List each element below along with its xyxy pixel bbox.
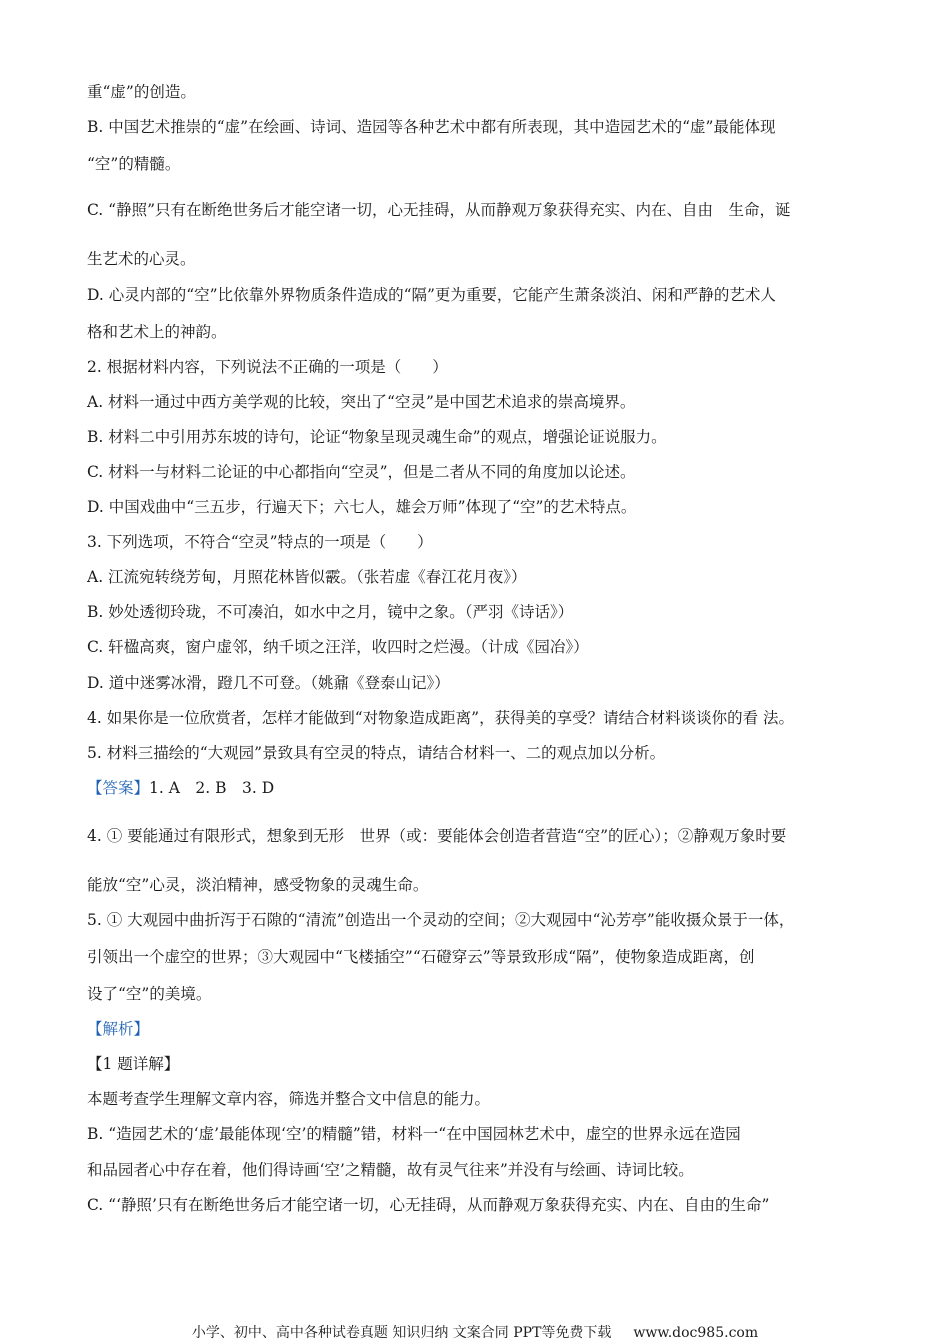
question-2-option-c: C. 材料一与材料二论证的中心都指向“空灵”，但是二者从不同的角度加以论述。 bbox=[87, 463, 636, 481]
option-b-line: B. 中国艺术推崇的“虚”在绘画、诗词、造园等各种艺术中都有所表现，其中造园艺术的“虚”最能体现 bbox=[87, 118, 776, 136]
question-5: 5. 材料三描绘的“大观园”景致具有空灵的特点，请结合材料一、二的观点加以分析。 bbox=[87, 744, 666, 762]
answer-line bbox=[87, 777, 877, 799]
page-footer bbox=[0, 1322, 950, 1342]
question-4: 4. 如果你是一位欣赏者，怎样才能做到“对物象造成距离”，获得美的享受？请结合材料谈谈你的看 法。 bbox=[87, 709, 794, 727]
question-3-option-b: B. 妙处透彻玲珑，不可凑泊，如水中之月，镜中之象。（严羽《诗话》） bbox=[87, 603, 574, 621]
analysis-label: 【解析】 bbox=[87, 1020, 150, 1038]
question-2-option-b: B. 材料二中引用苏东坡的诗句，论证“物象呈现灵魂生命”的观点，增强论证说服力。 bbox=[87, 428, 667, 446]
question-3-option-d: D. 道中迷雾冰滑，蹬几不可登。（姚鼐《登泰山记》） bbox=[87, 674, 450, 692]
answer-label: 【答案】 bbox=[87, 779, 150, 797]
question-2-option-a: A. 材料一通过中西方美学观的比较，突出了“空灵”是中国艺术追求的崇高境界。 bbox=[87, 393, 636, 411]
detail-line: 和品园者心中存在着，他们得诗画‘空’之精髓，故有灵气往来”并没有与绘画、诗词比较。 bbox=[87, 1161, 694, 1179]
option-c-line: C. “静照”只有在断绝世务后才能空诸一切，心无挂碍，从而静观万象获得充实、内在、自由 生命，诞 bbox=[87, 201, 791, 219]
answer-text: 1. A 2. B 3. D bbox=[149, 779, 275, 797]
text-line: 生艺术的心灵。 bbox=[87, 250, 196, 268]
question-3-option-c: C. 轩楹高爽，窗户虚邻，纳千顷之汪洋，收四时之烂漫。（计成《园冶》） bbox=[87, 638, 589, 656]
text-line: 重“虚”的创造。 bbox=[87, 83, 196, 101]
text-line: 格和艺术上的神韵。 bbox=[87, 323, 227, 341]
question-3: 3. 下列选项，不符合“空灵”特点的一项是（ ） bbox=[87, 533, 433, 551]
question-3-option-a: A. 江流宛转绕芳甸，月照花林皆似霰。（张若虚《春江花月夜》） bbox=[87, 568, 527, 586]
detail-line: C. “‘静照’只有在断绝世务后才能空诸一切，心无挂碍，从而静观万象获得充实、内在、自由的生命” bbox=[87, 1196, 770, 1214]
question-2: 2. 根据材料内容，下列说法不正确的一项是（ ） bbox=[87, 358, 448, 376]
text-line: “空”的精髓。 bbox=[87, 155, 181, 173]
answer-5-line: 引领出一个虚空的世界；③大观园中“飞楼插空”“石磴穿云”等景致形成“隔”，使物象造成距离，创 bbox=[87, 948, 755, 966]
detail-label: 【1 题详解】 bbox=[87, 1055, 180, 1073]
footer-text: 小学、初中、高中各种试卷真题 知识归纳 文案合同 PPT等免费下载 bbox=[191, 1325, 612, 1341]
detail-line: 本题考查学生理解文章内容，筛选并整合文中信息的能力。 bbox=[87, 1090, 491, 1108]
answer-4-line: 4. ① 要能通过有限形式，想象到无形 世界（或：要能体会创造者营造“空”的匠心）；②静观万象时要 bbox=[87, 827, 787, 845]
question-2-option-d: D. 中国戏曲中“三五步，行遍天下；六七人，雄会万师”体现了“空”的艺术特点。 bbox=[87, 498, 637, 516]
answer-5-line: 5. ① 大观园中曲折泻于石隙的“清流”创造出一个灵动的空间；②大观园中“沁芳亭”能收摄众景于一体， bbox=[87, 911, 795, 929]
detail-line: B. “造园艺术的‘虚’最能体现‘空’的精髓”错，材料一“在中国园林艺术中，虚空的世界永远在造园 bbox=[87, 1125, 741, 1143]
option-d-line: D. 心灵内部的“空”比依靠外界物质条件造成的“隔”更为重要，它能产生萧条淡泊、闲和严静的艺术人 bbox=[87, 286, 776, 304]
answer-4-line: 能放“空”心灵，淡泊精神，感受物象的灵魂生命。 bbox=[87, 876, 429, 894]
answer-5-line: 设了“空”的美境。 bbox=[87, 985, 212, 1003]
footer-url[interactable]: www.doc985.com bbox=[633, 1325, 759, 1341]
